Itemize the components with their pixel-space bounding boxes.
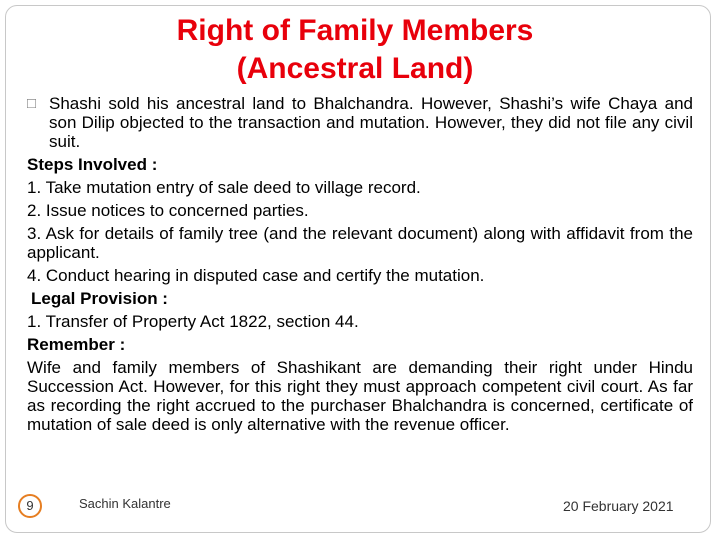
steps-heading: Steps Involved : bbox=[27, 155, 158, 174]
legal-heading: Legal Provision : bbox=[31, 289, 168, 308]
step-item: 1. Take mutation entry of sale deed to village record. bbox=[27, 178, 421, 197]
step-item: 2. Issue notices to concerned parties. bbox=[27, 201, 309, 220]
remember-heading: Remember : bbox=[27, 335, 126, 354]
case-paragraph bbox=[27, 94, 693, 151]
slide-date: 20 February 2021 bbox=[563, 498, 674, 514]
checkbox-bullet-icon: □ bbox=[27, 95, 37, 112]
author-name: Sachin Kalantre bbox=[79, 496, 171, 511]
slide-content bbox=[27, 94, 693, 434]
legal-text: 1. Transfer of Property Act 1822, section 44. bbox=[27, 312, 359, 331]
slide-footer bbox=[0, 486, 720, 526]
slide-title bbox=[0, 12, 710, 88]
case-text: Shashi sold his ancestral land to Bhalchandra. However, Shashi’s wife Chaya and son Dilip objected to the transaction and mutation. However, they did not file any civil suit. bbox=[49, 94, 693, 151]
title-line-1: Right of Family Members bbox=[176, 14, 534, 47]
step-item: 3. Ask for details of family tree (and the relevant document) along with affidavit from the applicant. bbox=[27, 224, 693, 262]
step-item: 4. Conduct hearing in disputed case and certify the mutation. bbox=[27, 266, 485, 285]
title-line-2: (Ancestral Land) bbox=[236, 52, 474, 85]
page-number-badge: 9 bbox=[18, 494, 42, 518]
remember-text: Wife and family members of Shashikant are demanding their right under Hindu Succession Act. However, for this right they must approach competent civil court. As far as recording the right accrued to the purchaser Bhalchandra is concerned, certificate of mutation of sale deed is only alternative with the revenue officer. bbox=[27, 358, 693, 434]
